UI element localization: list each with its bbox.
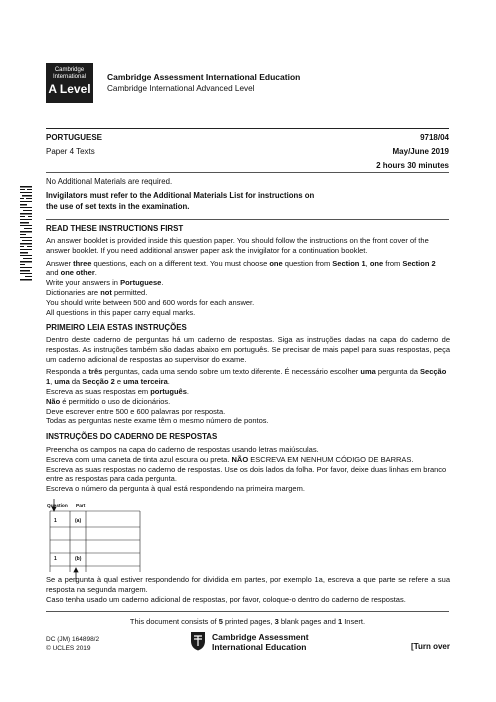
logo-line-2: International [52,74,87,80]
syllabus-code: 9718/04 [420,133,449,142]
cambridge-shield-icon [190,631,206,651]
copyright: © UCLES 2019 [46,645,91,652]
instruction-paragraph: Answer three questions, each on a different text. You must choose one question from Section 1, one from Section 2 and one other. [46,258,436,278]
portuguese-instructions-title: PRIMEIRO LEIA ESTAS INSTRUÇÕES [46,323,187,332]
header-rule [46,128,449,129]
invigilator-note [46,190,376,212]
divider [46,611,449,612]
invigilator-line-1: Invigilators must refer to the Additional Materials List for instructions on [46,191,315,200]
diagram-row2-part: (b) [75,556,82,562]
organisation-name: Cambridge Assessment International Education [107,72,301,82]
instruction-paragraph: Escreva as suas respostas em português. [46,386,189,396]
instruction-paragraph: Dentro deste caderno de perguntas há um caderno de respostas. Siga as instruções dadas na capa do caderno de respostas. As instruções também são dadas abaixo em português. Se precisar de mais papel para suas respostas, peça um caderno adicional de respostas ao supervisor do exame. [46,335,450,364]
margin-example-diagram [46,497,146,582]
instruction-paragraph: Responda a três perguntas, cada uma sendo sobre um texto diferente. É necessário escolher uma pergunta da Secção 1, uma da Secção 2 e uma terceira. [46,367,447,387]
instruction-paragraph: Todas as perguntas neste exame têm o mesmo número de pontos. [46,416,269,426]
instruction-paragraph: Preencha os campos na capa do caderno de respostas usando letras maiúsculas. [46,445,319,454]
english-instructions [46,236,450,317]
instruction-paragraph: An answer booklet is provided inside this question paper. You should follow the instructions on the front cover of the answer booklet. If you need additional answer paper ask the invigilator for a continuation booklet. [46,236,429,255]
divider [46,219,449,220]
materials-note: No Additional Materials are required. [46,177,173,186]
english-instructions-title: READ THESE INSTRUCTIONS FIRST [46,224,184,233]
invigilator-line-2: the use of set texts in the examination. [46,202,190,211]
paper-name: Paper 4 Texts [46,147,95,156]
exam-session: May/June 2019 [392,147,449,156]
instruction-paragraph: Não é permitido o uso de dicionários. [46,396,171,406]
booklet-instructions-continued [46,575,450,604]
cambridge-footer-logo [190,631,340,653]
document-reference: DC (JM) 164898/2 [46,636,100,643]
instruction-paragraph: Write your answers in Portuguese. [46,278,164,288]
instruction-paragraph: All questions in this paper carry equal marks. [46,307,196,317]
instruction-paragraph: Caso tenha usado um caderno adicional de respostas, por favor, coloque-o dentro do caderno de respostas. [46,594,406,604]
instruction-paragraph: Escreva as suas respostas no caderno de respostas. Use os dois lados da folha. Por favor, deixe duas linhas em branco entre as respostas para cada pergunta. [46,464,447,484]
logo-line-1: Cambridge [54,67,85,73]
qualification-name: Cambridge International Advanced Level [107,84,255,93]
booklet-instructions [46,445,450,494]
instruction-paragraph: You should write between 500 and 600 words for each answer. [46,297,255,307]
diagram-part-header: Part [76,504,86,509]
exam-duration: 2 hours 30 minutes [376,161,449,170]
booklet-instructions-title: INSTRUÇÕES DO CADERNO DE RESPOSTAS [46,432,218,441]
subject-title: PORTUGUESE [46,133,103,142]
instruction-paragraph: Dictionaries are not permitted. [46,287,148,297]
footer-org-line-2: International Education [212,642,307,652]
diagram-row2-question: 1 [54,556,57,562]
instruction-paragraph: Deve escrever entre 500 e 600 palavras por resposta. [46,406,226,416]
instruction-paragraph: Se a pergunta à qual estiver respondendo for dividida em partes, por exemplo 1a, escreva a que parte se refere a sua resposta na segunda margem. [46,575,450,594]
instruction-paragraph: Escreva com uma caneta de tinta azul escura ou preta. NÃO ESCREVA EM NENHUM CÓDIGO DE BARRAS. [46,454,414,464]
diagram-question-header: Question [47,504,68,509]
barcode-icon [20,186,32,282]
diagram-row1-question: 1 [54,518,57,524]
diagram-row1-part: (a) [75,518,82,524]
cambridge-a-level-logo [46,63,93,103]
logo-line-3: A Level [48,82,91,96]
divider [46,172,449,173]
portuguese-instructions [46,335,450,426]
page-count-note: This document consists of 5 printed pages, 3 blank pages and 1 Insert. [129,617,366,626]
instruction-paragraph: Escreva o número da pergunta à qual está respondendo na primeira margem. [46,484,305,494]
turn-over-label: [Turn over [411,642,450,651]
footer-org-line-1: Cambridge Assessment [212,632,309,642]
